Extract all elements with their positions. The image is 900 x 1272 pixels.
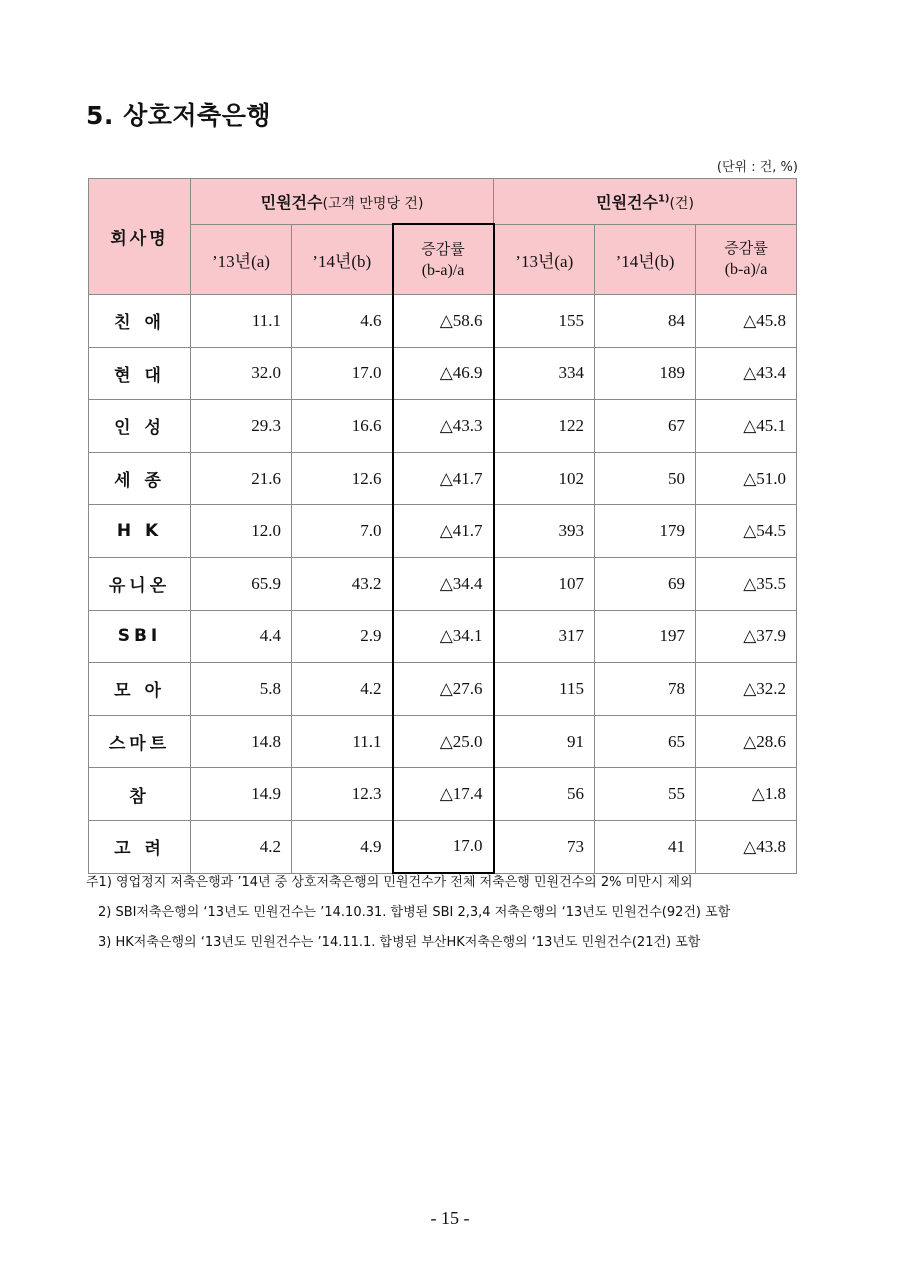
col-14-header-1: ’14년(b)	[292, 224, 393, 295]
table-row	[89, 663, 797, 716]
count-13: 102	[494, 452, 595, 505]
per-customer-14: 2.9	[292, 610, 393, 663]
per-customer-rate: △34.1	[393, 610, 494, 663]
per-customer-14: 7.0	[292, 505, 393, 558]
company-header: 회사명	[89, 179, 191, 295]
count-13: 56	[494, 768, 595, 821]
company-name: 참	[89, 768, 191, 821]
per-customer-rate: 17.0	[393, 820, 494, 873]
count-13: 155	[494, 295, 595, 348]
per-customer-rate: △46.9	[393, 347, 494, 400]
count-13: 393	[494, 505, 595, 558]
count-rate: △54.5	[696, 505, 797, 558]
per-customer-rate: △34.4	[393, 557, 494, 610]
group2-sup: 1)	[657, 193, 670, 205]
group2-header	[494, 179, 797, 225]
table-row	[89, 820, 797, 873]
per-customer-14: 43.2	[292, 557, 393, 610]
count-rate: △45.1	[696, 400, 797, 453]
rate-formula-1: (b-a)/a	[421, 261, 465, 279]
table-row	[89, 610, 797, 663]
table-row	[89, 400, 797, 453]
group1-sub: (고객 만명당 건)	[322, 195, 424, 212]
rate-header-1	[393, 224, 494, 295]
count-rate: △28.6	[696, 715, 797, 768]
per-customer-14: 11.1	[292, 715, 393, 768]
section-title: 5. 상호저축은행	[86, 101, 271, 130]
per-customer-14: 4.9	[292, 820, 393, 873]
count-rate: △51.0	[696, 452, 797, 505]
company-name: 친 애	[89, 295, 191, 348]
count-13: 115	[494, 663, 595, 716]
col-14-header-2: ’14년(b)	[595, 224, 696, 295]
company-name: SBI	[89, 610, 191, 663]
table-row	[89, 715, 797, 768]
table-row	[89, 557, 797, 610]
per-customer-rate: △27.6	[393, 663, 494, 716]
count-rate: △45.8	[696, 295, 797, 348]
per-customer-13: 29.3	[191, 400, 292, 453]
count-14: 55	[595, 768, 696, 821]
per-customer-13: 14.9	[191, 768, 292, 821]
count-rate: △37.9	[696, 610, 797, 663]
count-14: 197	[595, 610, 696, 663]
col-13-header-2: ’13년(a)	[494, 224, 595, 295]
unit-label: (단위 : 건, %)	[716, 160, 798, 175]
count-13: 334	[494, 347, 595, 400]
count-rate: △43.8	[696, 820, 797, 873]
count-14: 179	[595, 505, 696, 558]
per-customer-13: 4.2	[191, 820, 292, 873]
page-number: - 15 -	[430, 1208, 470, 1228]
col-13-header-1: ’13년(a)	[191, 224, 292, 295]
group2-sub: (건)	[669, 195, 694, 212]
count-14: 69	[595, 557, 696, 610]
table-row	[89, 768, 797, 821]
count-rate: △1.8	[696, 768, 797, 821]
count-rate: △32.2	[696, 663, 797, 716]
company-name: 모 아	[89, 663, 191, 716]
count-13: 73	[494, 820, 595, 873]
company-name: 현 대	[89, 347, 191, 400]
per-customer-13: 32.0	[191, 347, 292, 400]
rate-formula-2: (b-a)/a	[724, 261, 768, 279]
footnotes	[86, 868, 806, 958]
count-14: 189	[595, 347, 696, 400]
per-customer-rate: △41.7	[393, 505, 494, 558]
per-customer-13: 14.8	[191, 715, 292, 768]
count-14: 41	[595, 820, 696, 873]
per-customer-rate: △43.3	[393, 400, 494, 453]
rate-header-2	[696, 224, 797, 295]
count-14: 84	[595, 295, 696, 348]
count-13: 91	[494, 715, 595, 768]
per-customer-14: 12.6	[292, 452, 393, 505]
count-14: 67	[595, 400, 696, 453]
count-13: 317	[494, 610, 595, 663]
per-customer-13: 4.4	[191, 610, 292, 663]
count-rate: △35.5	[696, 557, 797, 610]
count-rate: △43.4	[696, 347, 797, 400]
table-row	[89, 505, 797, 558]
per-customer-14: 16.6	[292, 400, 393, 453]
per-customer-13: 21.6	[191, 452, 292, 505]
count-13: 122	[494, 400, 595, 453]
group2-main: 민원건수	[596, 192, 658, 212]
count-13: 107	[494, 557, 595, 610]
count-14: 78	[595, 663, 696, 716]
table-row	[89, 452, 797, 505]
company-name: H K	[89, 505, 191, 558]
per-customer-rate: △17.4	[393, 768, 494, 821]
company-name: 인 성	[89, 400, 191, 453]
table-row	[89, 295, 797, 348]
count-14: 50	[595, 452, 696, 505]
per-customer-14: 12.3	[292, 768, 393, 821]
per-customer-rate: △41.7	[393, 452, 494, 505]
per-customer-13: 65.9	[191, 557, 292, 610]
footnote-1: 주1) 영업정지 저축은행과 ’14년 중 상호저축은행의 민원건수가 전체 저축은행 민원건수의 2% 미만시 제외	[86, 875, 693, 890]
company-name: 고 려	[89, 820, 191, 873]
per-customer-14: 4.2	[292, 663, 393, 716]
complaints-table	[88, 178, 797, 874]
per-customer-13: 5.8	[191, 663, 292, 716]
footnote-2: 2) SBI저축은행의 ‘13년도 민원건수는 ’14.10.31. 합병된 SBI 2,3,4 저축은행의 ‘13년도 민원건수(92건) 포함	[98, 905, 731, 920]
per-customer-rate: △25.0	[393, 715, 494, 768]
group1-header	[191, 179, 494, 225]
per-customer-14: 17.0	[292, 347, 393, 400]
company-name: 스마트	[89, 715, 191, 768]
company-name: 유니온	[89, 557, 191, 610]
per-customer-13: 12.0	[191, 505, 292, 558]
company-name: 세 종	[89, 452, 191, 505]
footnote-3: 3) HK저축은행의 ‘13년도 민원건수는 ’14.11.1. 합병된 부산HK저축은행의 ‘13년도 민원건수(21건) 포함	[98, 935, 701, 950]
per-customer-13: 11.1	[191, 295, 292, 348]
rate-label-2: 증감률	[724, 239, 768, 258]
group1-main: 민원건수	[260, 192, 323, 212]
per-customer-rate: △58.6	[393, 295, 494, 348]
count-14: 65	[595, 715, 696, 768]
rate-label-1: 증감률	[421, 239, 465, 258]
table-row	[89, 347, 797, 400]
per-customer-14: 4.6	[292, 295, 393, 348]
